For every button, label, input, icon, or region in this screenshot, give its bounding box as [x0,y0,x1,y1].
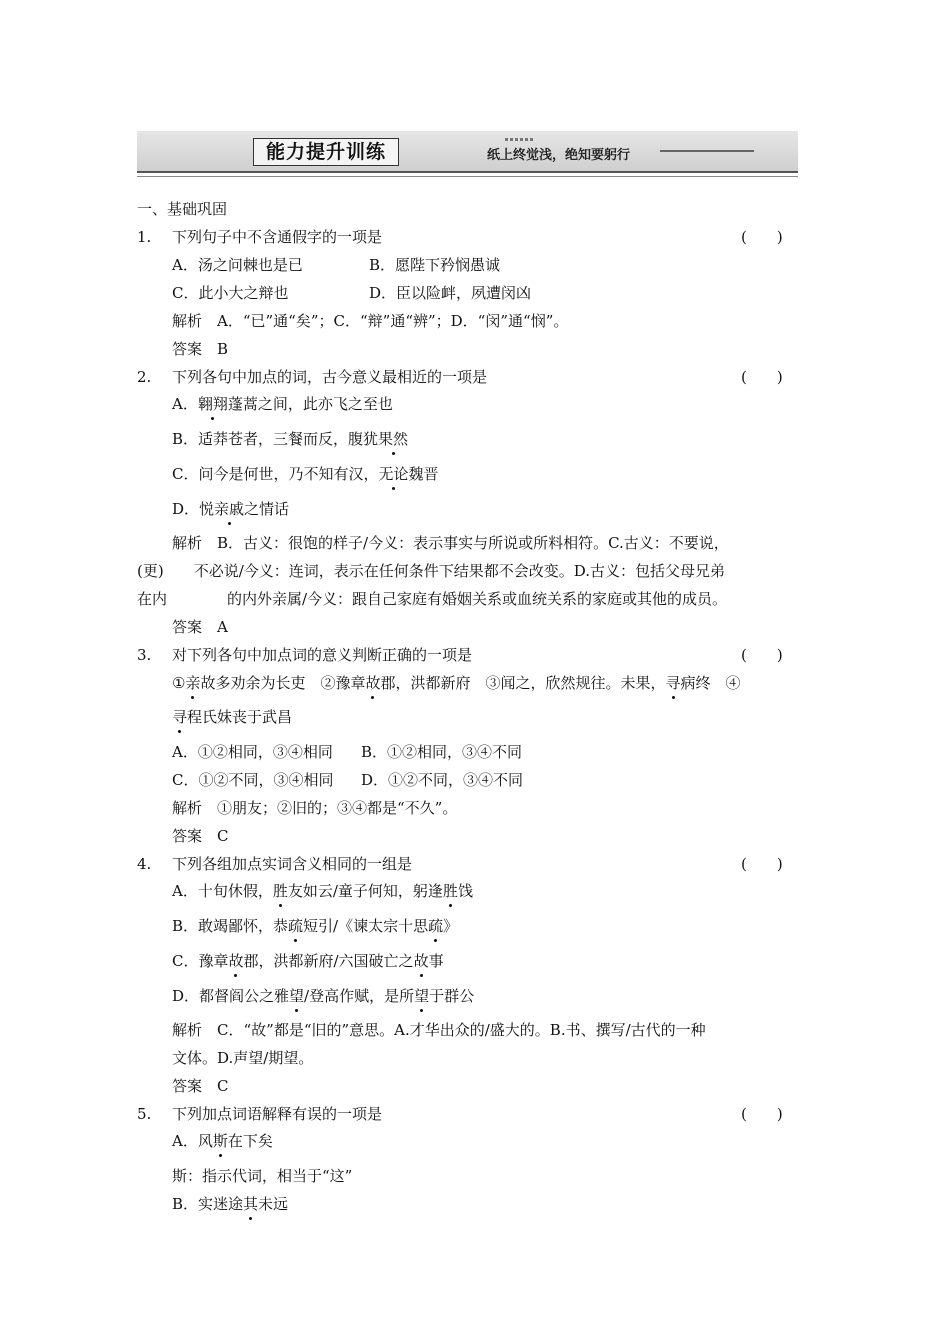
option-a: A．十旬休假，胜友如云/童子何知，躬逢胜饯 [172,882,473,900]
answer-blank: ( ) [741,1105,783,1123]
answer-blank: ( ) [741,368,783,386]
answer-blank: ( ) [741,228,783,246]
analysis-text: 文体。D.声望/期望。 [172,1049,314,1067]
banner-decoration [660,150,754,152]
header-banner [137,131,798,173]
dotted-word: 亲戚 [214,500,245,518]
dotted-word: 望 [289,987,305,1005]
dotted-word: 疏 [428,917,444,935]
dotted-word: 果然 [378,430,409,448]
option-d: D．悦亲戚之情话 [172,500,290,518]
dotted-word: 望 [414,987,430,1005]
answer-text: 答案 C [172,827,229,845]
question-items: ①亲故多劝余为长吏 ②豫章故郡，洪都新府 ③闻之，欣然规往。未果，寻病终 ④ [172,674,741,692]
answer-text: 答案 A [172,618,228,636]
answer-text: 答案 B [172,340,229,358]
option-b: B．敢竭鄙怀，恭疏短引/《谏太宗十思疏》 [172,917,459,935]
option-a: A．①②相同，③④相同 [172,743,333,761]
answer-blank: ( ) [741,855,783,873]
option-d: D．臣以险衅，夙遭闵凶 [369,284,532,302]
answer-blank: ( ) [741,646,783,664]
analysis-text: 解析 B．古义：很饱的样子/今义：表示事实与所说或所料相符。C.古义：不要说， [172,534,729,552]
option-b: B．①②相同，③④不同 [361,743,523,761]
banner-decoration [505,138,535,141]
question-stem: 下列各句中加点的词，古今意义最相近的一项是 [172,368,488,386]
analysis-text: (更) 不必说/今义：连词，表示在任何条件下结果都不会改变。D.古义：包括父母兄弟 [137,562,726,580]
option-b: B．实迷途其未远 [172,1195,289,1213]
dotted-word: 其 [243,1195,259,1213]
banner-underline [137,176,798,177]
option-b: B．适莽苍者，三餐而反，腹犹果然 [172,430,409,448]
dotted-word: 故 [365,674,381,692]
dotted-word: 疏 [288,917,304,935]
dotted-word: 寻 [172,708,188,726]
question-number: 2. [137,368,152,386]
question-number: 5. [137,1105,152,1123]
question-stem: 下列句子中不含通假字的一项是 [172,228,383,246]
analysis-text: 解析 C．“故”都是“旧的”意思。A.才华出众的/盛大的。B.书、撰写/古代的一种 [172,1021,706,1039]
dotted-word: 寻 [665,674,681,692]
option-d: D．都督阎公之雅望/登高作赋，是所望于群公 [172,987,475,1005]
section-title: 一、基础巩固 [137,200,228,218]
dotted-word: 故 [228,952,244,970]
analysis-text: 解析 ①朋友；②旧的；③④都是“不久”。 [172,799,458,817]
question-stem: 下列各组加点实词含义相同的一组是 [172,855,413,873]
dotted-word: 斯 [212,1132,228,1150]
option-c: C．豫章故郡，洪都新府/六国破亡之故事 [172,952,444,970]
option-note: 斯：指示代词，相当于“这” [172,1167,353,1185]
question-stem: 下列加点词语解释有误的一项是 [172,1105,383,1123]
question-number: 1. [137,228,152,246]
dotted-word: 胜 [272,882,288,900]
option-a: A．汤之问棘也是已 [172,256,303,274]
option-c: C．此小大之辩也 [172,284,289,302]
header-slogan: 纸上终觉浅，绝知要躬行 [487,148,631,163]
dotted-word: 亲 [185,674,201,692]
option-b: B．愿陛下矜悯愚诚 [369,256,501,274]
question-number: 3. [137,646,152,664]
dotted-word: 胜 [442,882,458,900]
question-items: 寻程氏妹丧于武昌 [172,708,293,726]
dotted-word: 翱翔 [197,395,228,413]
option-c: C．①②不同，③④相同 [172,771,334,789]
question-stem: 对下列各句中加点词的意义判断正确的一项是 [172,646,473,664]
page-title: 能力提升训练 [253,138,399,166]
dotted-word: 故 [413,952,429,970]
question-number: 4. [137,855,152,873]
option-a: A．翱翔蓬蒿之间，此亦飞之至也 [172,395,393,413]
analysis-text: 在内 的内外亲属/今义：跟自己家庭有婚姻关系或血统关系的家庭或其他的成员。 [137,590,728,608]
option-a: A．风斯在下矣 [172,1132,273,1150]
answer-text: 答案 C [172,1077,229,1095]
option-d: D．①②不同，③④不同 [361,771,524,789]
analysis-text: 解析 A．“已”通“矣”；C．“辩”通“辨”；D．“闵”通“悯”。 [172,312,569,330]
option-c: C．问今是何世，乃不知有汉，无论魏晋 [172,465,439,483]
dotted-word: 无论 [378,465,409,483]
